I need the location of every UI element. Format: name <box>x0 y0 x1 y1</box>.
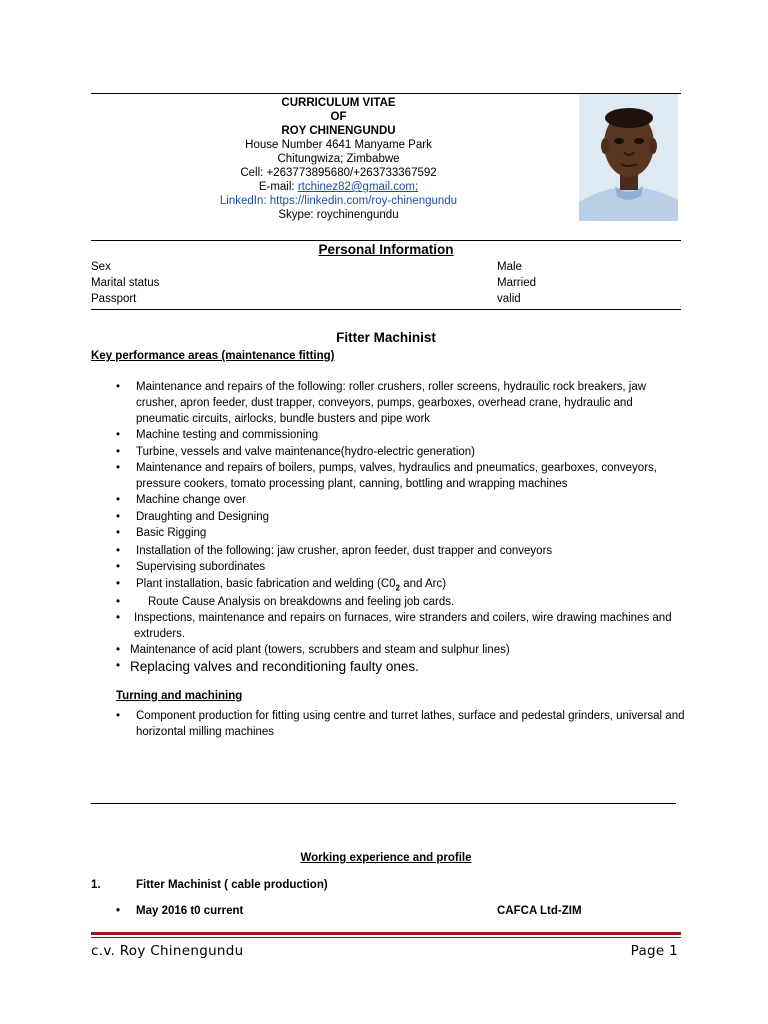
bullet-icon: • <box>116 429 121 441</box>
list-item-text: Replacing valves and reconditioning faulty ones. <box>130 659 419 674</box>
list-item-text: Draughting and Designing <box>136 511 269 523</box>
personal-info-heading: Personal Information <box>318 242 454 257</box>
personal-top-rule <box>91 240 681 241</box>
profile-photo <box>579 94 678 221</box>
list-item-text: Component production for fitting using centre and turret lathes, surface and pedestal grinders, universal and horizontal milling machines <box>136 710 685 738</box>
bullet-icon: • <box>116 660 121 672</box>
bullet-icon: • <box>116 710 121 722</box>
cv-of: OF <box>330 111 347 123</box>
section-divider <box>91 803 676 804</box>
email-label: E-mail: <box>258 181 298 193</box>
experience-item-number: 1. <box>91 879 101 891</box>
bullet-icon: • <box>116 462 121 474</box>
bullet-icon: • <box>116 578 121 590</box>
list-item-text: Basic Rigging <box>136 527 207 539</box>
email-line <box>91 180 586 194</box>
personal-label: Passport <box>91 293 137 305</box>
bullet-icon: • <box>116 446 121 458</box>
list-item-text: Maintenance and repairs of the following: roller crushers, roller screens, hydraulic rock breakers, jaw crusher, apron feeder, dust trapper, conveyors, pumps, gearboxes, overhead crane, hydraulic and pneumatic circuits, airlocks, bundle busters and pipe work <box>136 381 647 425</box>
personal-bottom-rule <box>91 309 681 310</box>
cell-numbers: Cell: +263773895680/+263733367592 <box>240 167 437 179</box>
kpa-heading: Key performance areas (maintenance fitting) <box>91 350 335 362</box>
personal-value: Married <box>497 277 536 289</box>
list-item-text: Machine testing and commissioning <box>136 429 319 441</box>
footer-rule-thick <box>91 932 681 935</box>
footer-rule-thin <box>91 937 681 938</box>
list-item-text: Machine change over <box>136 494 246 506</box>
personal-label: Marital status <box>91 277 160 289</box>
bullet-icon: • <box>116 561 121 573</box>
bullet-icon: • <box>116 494 121 506</box>
personal-value: valid <box>497 293 521 305</box>
personal-value: Male <box>497 261 522 273</box>
cv-title: CURRICULUM VITAE <box>281 97 396 109</box>
footer-left: c.v. Roy Chinengundu <box>91 943 244 959</box>
experience-company: CAFCA Ltd-ZIM <box>497 905 582 917</box>
bullet-icon: • <box>116 596 121 608</box>
experience-item-title: Fitter Machinist ( cable production) <box>136 879 328 891</box>
bullet-icon: • <box>116 644 121 656</box>
personal-label: Sex <box>91 261 111 273</box>
footer-page-number: Page 1 <box>630 943 678 959</box>
experience-heading: Working experience and profile <box>300 852 472 864</box>
bullet-icon: • <box>116 381 121 393</box>
list-item-text: Maintenance and repairs of boilers, pumps, valves, hydraulics and pneumatics, gearboxes, conveyors, pressure cookers, tomato processing plant, canning, bottling and wrapping machines <box>136 462 657 490</box>
email-link[interactable]: rtchinez82@gmail.com; <box>297 181 419 193</box>
list-item-text: Route Cause Analysis on breakdowns and feeling job cards. <box>148 596 455 608</box>
welding-text: Plant installation, basic fabrication and welding (C0 <box>136 578 396 590</box>
welding-text-tail: and Arc) <box>400 578 447 590</box>
personal-row-passport <box>91 293 681 309</box>
personal-row-marital <box>91 277 681 293</box>
personal-row-sex <box>91 261 681 277</box>
address-line-1: House Number 4641 Manyame Park <box>245 139 432 151</box>
cv-name: ROY CHINENGUNDU <box>281 125 396 137</box>
bullet-icon: • <box>116 545 121 557</box>
list-item-text: Turbine, vessels and valve maintenance(hydro-electric generation) <box>136 446 475 458</box>
bullet-icon: • <box>116 905 121 917</box>
skype-id: Skype: roychinengundu <box>278 209 399 221</box>
welding-subscript: 2 <box>395 583 400 593</box>
fitter-heading: Fitter Machinist <box>336 330 436 345</box>
bullet-icon: • <box>116 612 121 624</box>
list-item-text: Maintenance of acid plant (towers, scrubbers and steam and sulphur lines) <box>130 644 510 656</box>
turning-heading: Turning and machining <box>116 690 243 702</box>
bullet-icon: • <box>116 511 121 523</box>
list-item-text: Inspections, maintenance and repairs on furnaces, wire stranders and coilers, wire drawing machines and extruders. <box>134 612 672 640</box>
list-item-text: Installation of the following: jaw crusher, apron feeder, dust trapper and conveyors <box>136 545 553 557</box>
linkedin-link[interactable]: LinkedIn: https://linkedin.com/roy-chinengundu <box>219 195 458 207</box>
address-line-2: Chitungwiza; Zimbabwe <box>277 153 400 165</box>
bullet-icon: • <box>116 527 121 539</box>
experience-period: May 2016 t0 current <box>136 905 244 917</box>
list-item-text: Supervising subordinates <box>136 561 266 573</box>
